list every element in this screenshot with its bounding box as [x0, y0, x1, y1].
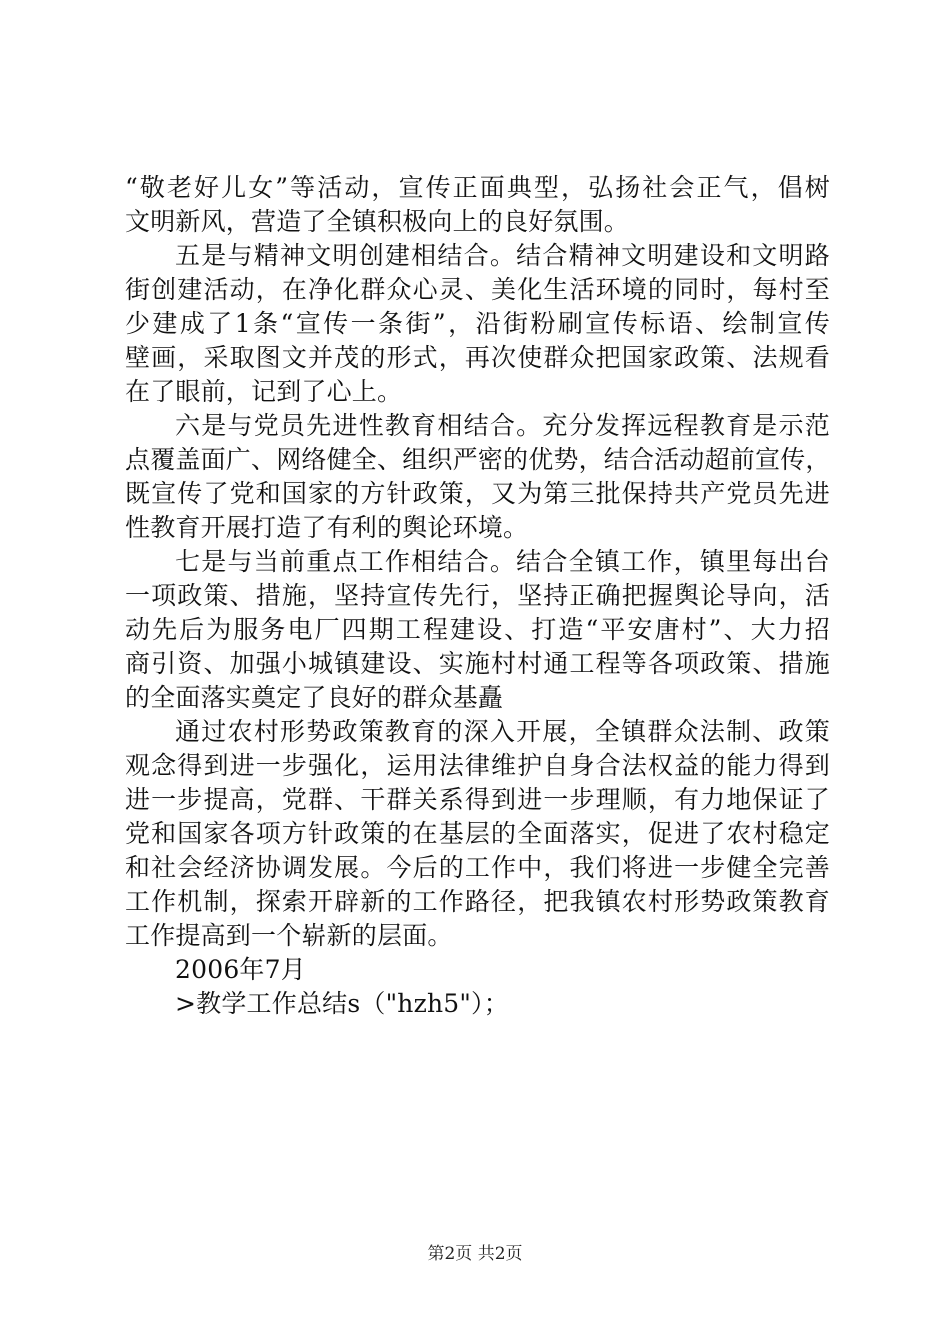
date-line: 2006年7月: [175, 955, 306, 984]
text-line: 少建成了1条“宣传一条街”，沿街粉刷宣传标语、绘制宣传: [125, 309, 830, 338]
text-line: “敬老好儿女”等活动，宣传正面典型，弘扬社会正气，倡树: [125, 173, 830, 202]
paragraph-start-line: 六是与党员先进性教育相结合。充分发挥远程教育是示范: [175, 411, 830, 440]
paragraph-start-line: 通过农村形势政策教育的深入开展，全镇群众法制、政策: [175, 717, 830, 746]
text-line: 文明新风，营造了全镇积极向上的良好氛围。: [125, 207, 630, 236]
text-line: 工作提高到一个崭新的层面。: [125, 921, 453, 950]
text-line: 党和国家各项方针政策的在基层的全面落实，促进了农村稳定: [125, 819, 830, 848]
text-line: 街创建活动，在净化群众心灵、美化生活环境的同时，每村至: [125, 275, 830, 304]
paragraph-start-line: 五是与精神文明创建相结合。结合精神文明建设和文明路: [175, 241, 830, 270]
text-line: 商引资、加强小城镇建设、实施村村通工程等各项政策、措施: [125, 649, 830, 678]
paragraph-start-line: 七是与当前重点工作相结合。结合全镇工作，镇里每出台: [175, 547, 830, 576]
text-line: 点覆盖面广、网络健全、组织严密的优势，结合活动超前宣传，: [125, 445, 831, 474]
document-body: [125, 171, 830, 1021]
text-line: 工作机制，探索开辟新的工作路径，把我镇农村形势政策教育: [125, 887, 830, 916]
text-line: 性教育开展打造了有利的舆论环境。: [125, 513, 529, 542]
page-number-footer: 第2页 共2页: [427, 1244, 523, 1264]
text-line: 的全面落实奠定了良好的群众基矗: [125, 683, 504, 712]
text-line: 既宣传了党和国家的方针政策，又为第三批保持共产党员先进: [125, 479, 830, 508]
trailing-code-line: >教学工作总结s（"hzh5"）；: [175, 989, 509, 1018]
text-line: 观念得到进一步强化，运用法律维护自身合法权益的能力得到: [125, 751, 830, 780]
text-line: 壁画，采取图文并茂的形式，再次使群众把国家政策、法规看: [125, 343, 830, 372]
text-line: 动先后为服务电厂四期工程建设、打造“平安唐村”、大力招: [125, 615, 830, 644]
text-line: 在了眼前，记到了心上。: [125, 377, 403, 406]
text-line: 和社会经济协调发展。今后的工作中，我们将进一步健全完善: [125, 853, 830, 882]
text-line: 进一步提高，党群、干群关系得到进一步理顺，有力地保证了: [125, 785, 830, 814]
text-line: 一项政策、措施，坚持宣传先行，坚持正确把握舆论导向，活: [125, 581, 830, 610]
